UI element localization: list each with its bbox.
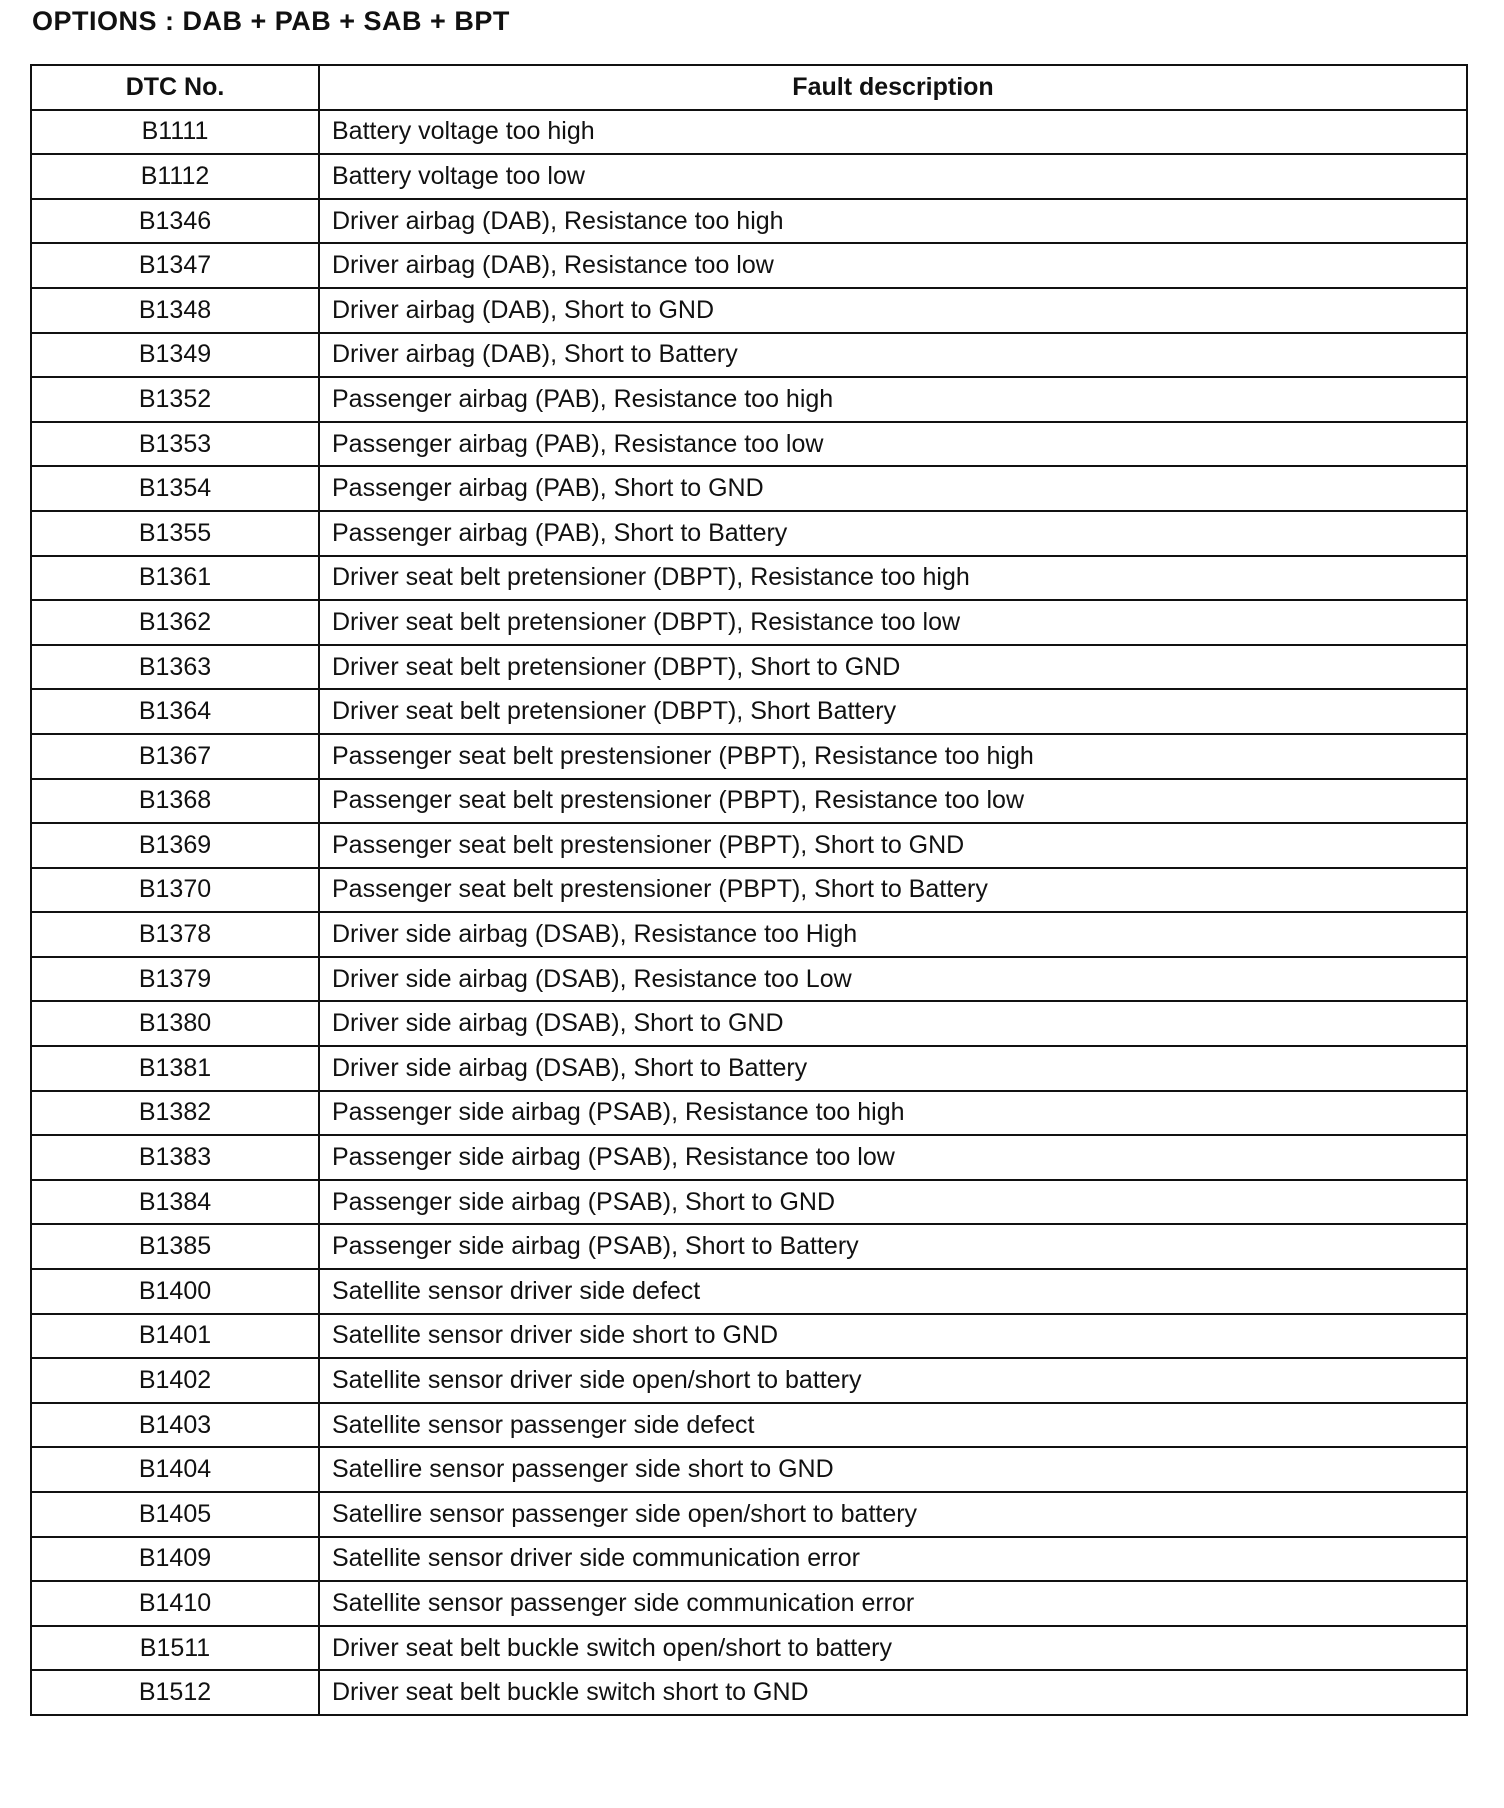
dtc-code-cell: B1364 (31, 689, 319, 734)
table-row (31, 823, 1467, 868)
fault-description-cell: Driver airbag (DAB), Short to Battery (319, 333, 1467, 378)
fault-description-cell: Driver airbag (DAB), Resistance too low (319, 243, 1467, 288)
dtc-code-cell: B1368 (31, 779, 319, 824)
table-row (31, 1537, 1467, 1582)
dtc-code-cell: B1370 (31, 868, 319, 913)
fault-description-cell: Passenger airbag (PAB), Resistance too low (319, 422, 1467, 467)
table-row (31, 199, 1467, 244)
dtc-code-cell: B1410 (31, 1581, 319, 1626)
table-row (31, 243, 1467, 288)
fault-description-header: Fault description (319, 65, 1467, 110)
table-row (31, 1224, 1467, 1269)
table-row (31, 333, 1467, 378)
dtc-code-cell: B1362 (31, 600, 319, 645)
fault-description-cell: Passenger side airbag (PSAB), Short to Battery (319, 1224, 1467, 1269)
table-row (31, 912, 1467, 957)
dtc-code-cell: B1401 (31, 1314, 319, 1359)
fault-description-cell: Passenger side airbag (PSAB), Resistance too high (319, 1091, 1467, 1136)
dtc-code-cell: B1111 (31, 110, 319, 155)
fault-description-cell: Driver seat belt pretensioner (DBPT), Short to GND (319, 645, 1467, 690)
fault-description-cell: Battery voltage too high (319, 110, 1467, 155)
table-row (31, 779, 1467, 824)
dtc-code-cell: B1380 (31, 1001, 319, 1046)
table-row (31, 466, 1467, 511)
dtc-code-cell: B1511 (31, 1626, 319, 1671)
table-row (31, 1492, 1467, 1537)
fault-description-cell: Satellire sensor passenger side open/short to battery (319, 1492, 1467, 1537)
fault-description-cell: Passenger seat belt prestensioner (PBPT), Resistance too high (319, 734, 1467, 779)
fault-description-cell: Passenger seat belt prestensioner (PBPT), Short to Battery (319, 868, 1467, 913)
table-row (31, 1447, 1467, 1492)
table-row (31, 868, 1467, 913)
dtc-code-cell: B1385 (31, 1224, 319, 1269)
dtc-code-cell: B1347 (31, 243, 319, 288)
fault-description-cell: Driver side airbag (DSAB), Short to GND (319, 1001, 1467, 1046)
fault-description-cell: Satellite sensor driver side short to GND (319, 1314, 1467, 1359)
table-row (31, 600, 1467, 645)
fault-description-cell: Satellite sensor driver side open/short to battery (319, 1358, 1467, 1403)
table-row (31, 556, 1467, 601)
dtc-code-cell: B1354 (31, 466, 319, 511)
dtc-code-cell: B1403 (31, 1403, 319, 1448)
dtc-code-cell: B1512 (31, 1670, 319, 1715)
dtc-code-cell: B1353 (31, 422, 319, 467)
dtc-code-cell: B1378 (31, 912, 319, 957)
dtc-code-cell: B1405 (31, 1492, 319, 1537)
dtc-code-cell: B1348 (31, 288, 319, 333)
fault-description-cell: Satellite sensor driver side communication error (319, 1537, 1467, 1582)
dtc-no-header: DTC No. (31, 65, 319, 110)
table-row (31, 422, 1467, 467)
table-row (31, 1403, 1467, 1448)
fault-description-cell: Passenger side airbag (PSAB), Resistance too low (319, 1135, 1467, 1180)
table-row (31, 734, 1467, 779)
table-row (31, 1670, 1467, 1715)
fault-description-cell: Passenger seat belt prestensioner (PBPT), Resistance too low (319, 779, 1467, 824)
dtc-code-cell: B1355 (31, 511, 319, 556)
dtc-code-cell: B1369 (31, 823, 319, 868)
fault-description-cell: Satellite sensor passenger side communication error (319, 1581, 1467, 1626)
fault-description-cell: Satellite sensor driver side defect (319, 1269, 1467, 1314)
dtc-code-cell: B1400 (31, 1269, 319, 1314)
dtc-code-cell: B1404 (31, 1447, 319, 1492)
table-row (31, 1626, 1467, 1671)
fault-description-cell: Passenger seat belt prestensioner (PBPT), Short to GND (319, 823, 1467, 868)
fault-description-cell: Driver airbag (DAB), Short to GND (319, 288, 1467, 333)
table-row (31, 1001, 1467, 1046)
fault-description-cell: Passenger side airbag (PSAB), Short to GND (319, 1180, 1467, 1225)
dtc-code-cell: B1349 (31, 333, 319, 378)
fault-description-cell: Driver seat belt pretensioner (DBPT), Resistance too low (319, 600, 1467, 645)
table-row (31, 1135, 1467, 1180)
dtc-code-cell: B1402 (31, 1358, 319, 1403)
table-row (31, 1091, 1467, 1136)
table-row (31, 288, 1467, 333)
dtc-code-cell: B1346 (31, 199, 319, 244)
page-title: OPTIONS : DAB + PAB + SAB + BPT (32, 6, 510, 36)
table-row (31, 1314, 1467, 1359)
table-body (31, 110, 1467, 1715)
table-row (31, 511, 1467, 556)
fault-description-cell: Passenger airbag (PAB), Resistance too high (319, 377, 1467, 422)
fault-description-cell: Passenger airbag (PAB), Short to Battery (319, 511, 1467, 556)
dtc-code-cell: B1363 (31, 645, 319, 690)
table-row (31, 1180, 1467, 1225)
dtc-code-cell: B1384 (31, 1180, 319, 1225)
dtc-code-cell: B1379 (31, 957, 319, 1002)
fault-description-cell: Driver seat belt pretensioner (DBPT), Short Battery (319, 689, 1467, 734)
fault-description-cell: Driver side airbag (DSAB), Resistance too Low (319, 957, 1467, 1002)
fault-description-cell: Driver seat belt buckle switch short to GND (319, 1670, 1467, 1715)
fault-description-cell: Driver seat belt pretensioner (DBPT), Resistance too high (319, 556, 1467, 601)
dtc-code-cell: B1381 (31, 1046, 319, 1091)
fault-description-cell: Driver seat belt buckle switch open/short to battery (319, 1626, 1467, 1671)
fault-description-cell: Satellite sensor passenger side defect (319, 1403, 1467, 1448)
table-row (31, 154, 1467, 199)
dtc-code-cell: B1383 (31, 1135, 319, 1180)
dtc-code-cell: B1409 (31, 1537, 319, 1582)
table-row (31, 1358, 1467, 1403)
dtc-code-cell: B1382 (31, 1091, 319, 1136)
table-row (31, 1581, 1467, 1626)
fault-description-cell: Passenger airbag (PAB), Short to GND (319, 466, 1467, 511)
fault-description-cell: Driver airbag (DAB), Resistance too high (319, 199, 1467, 244)
table-row (31, 645, 1467, 690)
table-row (31, 377, 1467, 422)
table-row (31, 957, 1467, 1002)
fault-description-cell: Driver side airbag (DSAB), Short to Battery (319, 1046, 1467, 1091)
table-row (31, 1269, 1467, 1314)
dtc-code-cell: B1361 (31, 556, 319, 601)
fault-description-cell: Driver side airbag (DSAB), Resistance too High (319, 912, 1467, 957)
dtc-code-cell: B1352 (31, 377, 319, 422)
table-header (31, 65, 1467, 110)
dtc-code-cell: B1112 (31, 154, 319, 199)
header-row (31, 65, 1467, 110)
table-row (31, 689, 1467, 734)
fault-description-cell: Satellire sensor passenger side short to GND (319, 1447, 1467, 1492)
table-row (31, 1046, 1467, 1091)
fault-description-cell: Battery voltage too low (319, 154, 1467, 199)
dtc-code-cell: B1367 (31, 734, 319, 779)
dtc-table (30, 64, 1468, 1716)
table-row (31, 110, 1467, 155)
